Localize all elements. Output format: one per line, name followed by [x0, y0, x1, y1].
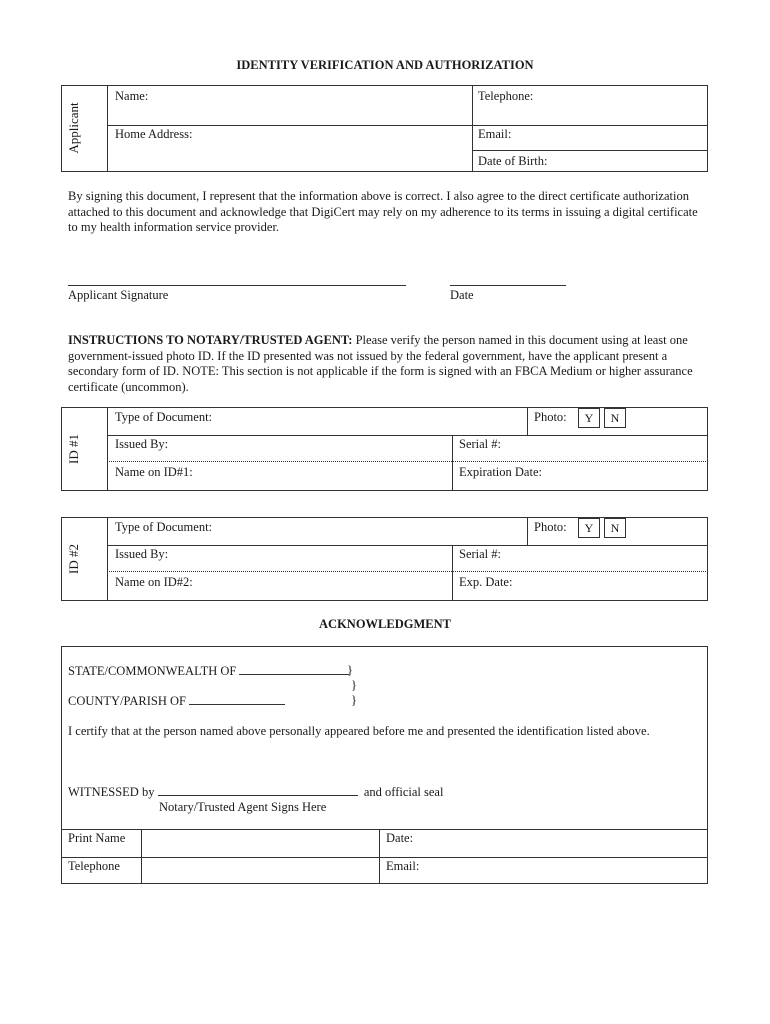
state-text: STATE/COMMONWEALTH OF: [68, 664, 237, 678]
email-field[interactable]: Email:: [478, 127, 512, 141]
telephone-input[interactable]: [142, 858, 378, 883]
divider: [107, 125, 708, 126]
brace-3: }: [351, 693, 357, 707]
id1-issued-by-field[interactable]: Issued By:: [115, 437, 169, 451]
divider: [527, 517, 528, 545]
county-input-line[interactable]: [189, 693, 285, 705]
instructions-body: Please verify the person named in this document using at least one government-issued photo ID. If the ID presented was not issued by the federal government, have the applicant present a secondary form of ID. NOTE: This section is not applicable if the form is signed with an FBCA Medium or higher assurance certificate (uncommon).: [68, 333, 693, 394]
applicant-side-label: Applicant: [66, 102, 81, 154]
id1-serial-field[interactable]: Serial #:: [459, 437, 502, 451]
telephone-field[interactable]: Telephone:: [478, 89, 534, 103]
id2-expiration-field[interactable]: Exp. Date:: [459, 575, 513, 589]
instructions-heading: INSTRUCTIONS TO NOTARY/TRUSTED AGENT:: [68, 333, 353, 347]
id1-name-on-id-field[interactable]: Name on ID#1:: [115, 465, 193, 479]
divider: [452, 545, 453, 601]
divider: [452, 435, 453, 491]
official-seal-label: and official seal: [363, 785, 444, 799]
notary-signature-line[interactable]: [158, 784, 358, 796]
applicant-signature-label: Applicant Signature: [68, 288, 169, 302]
applicant-statement: By signing this document, I represent that the information above is correct. I also agree to the direct certificate authorization attached to this document and acknowledge that DigiCert may rely on my adherence to its terms in issuing a digital certificate to my health information service provider.: [68, 189, 698, 234]
id2-side-label: ID #2: [66, 544, 81, 574]
notary-signs-here-label: Notary/Trusted Agent Signs Here: [159, 800, 327, 814]
divider: [379, 829, 380, 884]
notary-email-field[interactable]: Email:: [386, 859, 420, 873]
brace-1: }: [347, 663, 353, 677]
county-label: [68, 693, 285, 709]
instructions: [68, 333, 708, 395]
date-of-birth-field[interactable]: Date of Birth:: [478, 154, 548, 168]
print-name-input[interactable]: [142, 830, 378, 856]
id1-expiration-field[interactable]: Expiration Date:: [459, 465, 542, 479]
brace-2: }: [351, 678, 357, 692]
divider: [472, 85, 473, 172]
divider: [107, 461, 708, 462]
print-name-label: Print Name: [68, 831, 126, 845]
witnessed-row: [68, 784, 443, 800]
divider: [472, 150, 708, 151]
state-input-line[interactable]: [239, 663, 349, 675]
divider: [107, 435, 708, 436]
acknowledgment-heading: ACKNOWLEDGMENT: [319, 617, 451, 631]
id1-type-field[interactable]: Type of Document:: [115, 410, 213, 424]
id2-photo-label: Photo:: [534, 520, 567, 534]
id2-photo-no-checkbox[interactable]: N: [604, 518, 626, 538]
id2-serial-field[interactable]: Serial #:: [459, 547, 502, 561]
divider: [107, 517, 108, 601]
name-field[interactable]: Name:: [115, 89, 149, 103]
applicant-signature-line[interactable]: [68, 285, 406, 286]
notary-date-field[interactable]: Date:: [386, 831, 414, 845]
date-line[interactable]: [450, 285, 566, 286]
date-label: Date: [450, 288, 474, 302]
certify-statement: I certify that at the person named above personally appeared before me and presented the identification listed above.: [68, 724, 650, 738]
divider: [107, 545, 708, 546]
id1-photo-no-checkbox[interactable]: N: [604, 408, 626, 428]
id1-photo-yes-checkbox[interactable]: Y: [578, 408, 600, 428]
witnessed-by-label: WITNESSED by: [68, 785, 155, 799]
divider: [107, 85, 108, 172]
id2-name-on-id-field[interactable]: Name on ID#2:: [115, 575, 193, 589]
home-address-field[interactable]: Home Address:: [115, 127, 193, 141]
id1-photo-label: Photo:: [534, 410, 567, 424]
id1-side-label: ID #1: [66, 434, 81, 464]
id2-type-field[interactable]: Type of Document:: [115, 520, 213, 534]
county-text: COUNTY/PARISH OF: [68, 694, 186, 708]
page-title: IDENTITY VERIFICATION AND AUTHORIZATION: [236, 58, 534, 72]
id2-photo-yes-checkbox[interactable]: Y: [578, 518, 600, 538]
notary-telephone-label: Telephone: [68, 859, 120, 873]
divider: [527, 407, 528, 435]
divider: [107, 571, 708, 572]
state-label: [68, 663, 349, 679]
id2-issued-by-field[interactable]: Issued By:: [115, 547, 169, 561]
divider: [107, 407, 108, 491]
